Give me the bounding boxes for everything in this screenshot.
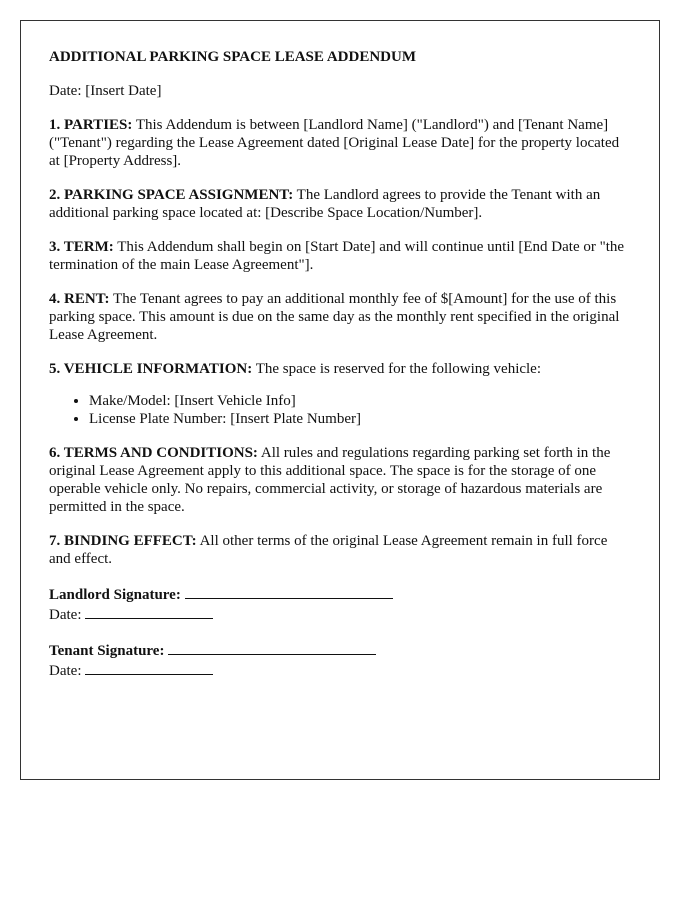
document-page <box>20 20 660 780</box>
section-heading: 2. PARKING SPACE ASSIGNMENT: <box>49 187 294 203</box>
section-heading: 5. VEHICLE INFORMATION: <box>49 361 253 377</box>
date-line: Date: [Insert Date] <box>49 83 162 99</box>
landlord-date-label: Date: <box>49 607 82 623</box>
section-text: This Addendum shall begin on [Start Date] and will continue until [End Date or "the termination of the main Lease Agreement"]. <box>49 239 625 273</box>
landlord-signature-label: Landlord Signature: <box>49 587 181 603</box>
tenant-signature-line <box>168 640 376 655</box>
section-heading: 1. PARTIES: <box>49 117 133 133</box>
section-text: This Addendum is between [Landlord Name] ("Landlord") and [Tenant Name] ("Tenant") regarding the Lease Agreement dated [Original Lease Date] for the property located at [Property Address]. <box>49 117 620 169</box>
section-text: The Landlord agrees to provide the Tenant with an additional parking space located at: [Describe Space Location/Number]. <box>49 187 601 221</box>
document-title: ADDITIONAL PARKING SPACE LEASE ADDENDUM <box>49 49 416 65</box>
section-rent <box>49 290 631 344</box>
landlord-signature-line <box>185 584 393 599</box>
section-text: The space is reserved for the following vehicle: <box>252 361 542 377</box>
section-term <box>49 238 631 274</box>
section-text: All other terms of the original Lease Agreement remain in full force and effect. <box>49 533 608 567</box>
section-heading: 6. TERMS AND CONDITIONS: <box>49 445 258 461</box>
tenant-signature-label: Tenant Signature: <box>49 643 165 659</box>
section-heading: 3. TERM: <box>49 239 114 255</box>
list-item: • Make/Model: [Insert Vehicle Info] <box>89 392 631 410</box>
list-item: • License Plate Number: [Insert Plate Number] <box>89 410 631 428</box>
section-binding-effect <box>49 532 631 568</box>
section-parties <box>49 116 631 170</box>
section-parking-assignment <box>49 186 631 222</box>
section-text: All rules and regulations regarding parking set forth in the original Lease Agreement apply to this additional space. The space is for the storage of one operable vehicle only. No repairs, commercial activity, or storage of hazardous materials are permitted in the space. <box>49 445 611 515</box>
section-heading: 4. RENT: <box>49 291 110 307</box>
tenant-date-label: Date: <box>49 663 82 679</box>
section-text: The Tenant agrees to pay an additional monthly fee of $[Amount] for the use of this parking space. This amount is due on the same day as the monthly rent specified in the original Lease Agreement. <box>49 291 620 343</box>
section-terms-conditions <box>49 444 631 516</box>
tenant-date-line <box>85 660 213 675</box>
section-heading: 7. BINDING EFFECT: <box>49 533 197 549</box>
vehicle-list <box>49 392 631 428</box>
landlord-date-line <box>85 604 213 619</box>
landlord-signature-block <box>49 584 631 624</box>
section-vehicle-info <box>49 360 631 378</box>
tenant-signature-block <box>49 640 631 680</box>
